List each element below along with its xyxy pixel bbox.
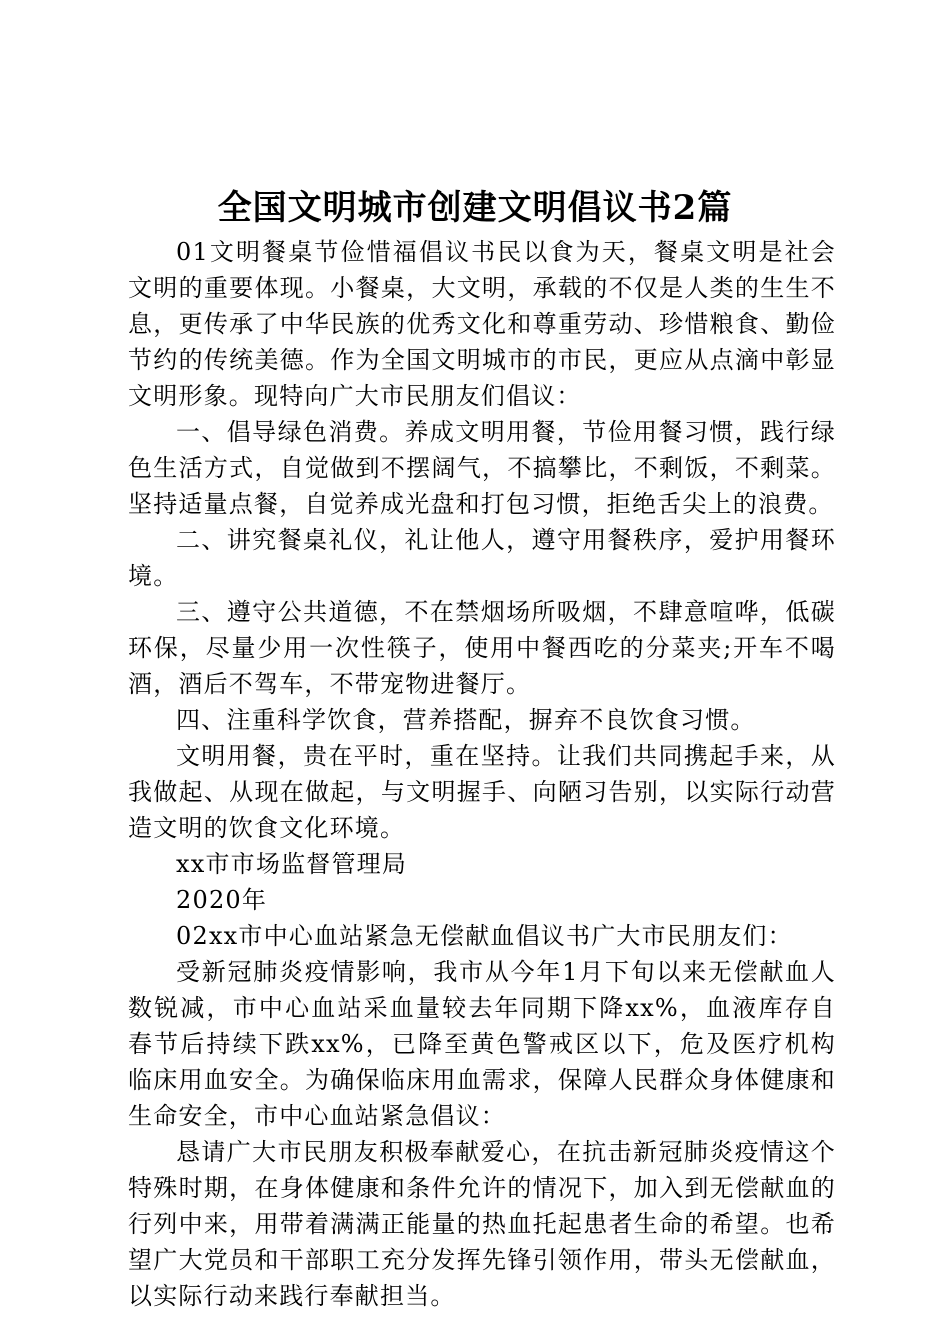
paragraph-4: 三、遵守公共道德，不在禁烟场所吸烟，不肆意喧哗，低碳环保，尽量少用一次性筷子，使用中餐西吃的分菜夹;开车不喝酒，酒后不驾车，不带宠物进餐厅。	[128, 598, 836, 698]
signature-org: xx市市场监督管理局	[176, 850, 408, 878]
document-title: 全国文明城市创建文明倡议书2篇	[217, 188, 733, 228]
document-body	[128, 234, 836, 1314]
signature-date: 2020年	[176, 886, 268, 914]
paragraph-9: 02xx市中心血站紧急无偿献血倡议书广大市民朋友们：	[176, 922, 793, 950]
paragraph-2: 一、倡导绿色消费。养成文明用餐，节俭用餐习惯，践行绿色生活方式，自觉做到不摆阔气，不搞攀比，不剩饭，不剩菜。坚持适量点餐，自觉养成光盘和打包习惯，拒绝舌尖上的浪费。	[128, 418, 836, 518]
paragraph-5: 四、注重科学饮食，营养搭配，摒弃不良饮食习惯。	[176, 706, 756, 734]
paragraph-10: 受新冠肺炎疫情影响，我市从今年1月下旬以来无偿献血人数锐减，市中心血站采血量较去年同期下降xx%，血液库存自春节后持续下跌xx%，已降至黄色警戒区以下，危及医疗机构临床用血安全。为确保临床用血需求，保障人民群众身体健康和生命安全，市中心血站紧急倡议：	[128, 958, 836, 1130]
paragraph-6: 文明用餐，贵在平时，重在坚持。让我们共同携起手来，从我做起、从现在做起，与文明握手、向陋习告别，以实际行动营造文明的饮食文化环境。	[128, 742, 836, 842]
paragraph-11: 恳请广大市民朋友积极奉献爱心，在抗击新冠肺炎疫情这个特殊时期，在身体健康和条件允许的情况下，加入到无偿献血的行列中来，用带着满满正能量的热血托起患者生命的希望。也希望广大党员和干部职工充分发挥先锋引领作用，带头无偿献血，以实际行动来践行奉献担当。	[128, 1138, 836, 1310]
paragraph-3: 二、讲究餐桌礼仪，礼让他人，遵守用餐秩序，爱护用餐环境。	[128, 526, 836, 590]
paragraph-1: 01文明餐桌节俭惜福倡议书民以食为天，餐桌文明是社会文明的重要体现。小餐桌，大文明，承载的不仅是人类的生生不息，更传承了中华民族的优秀文化和尊重劳动、珍惜粮食、勤俭节约的传统美德。作为全国文明城市的市民，更应从点滴中彰显文明形象。现特向广大市民朋友们倡议：	[128, 238, 836, 410]
